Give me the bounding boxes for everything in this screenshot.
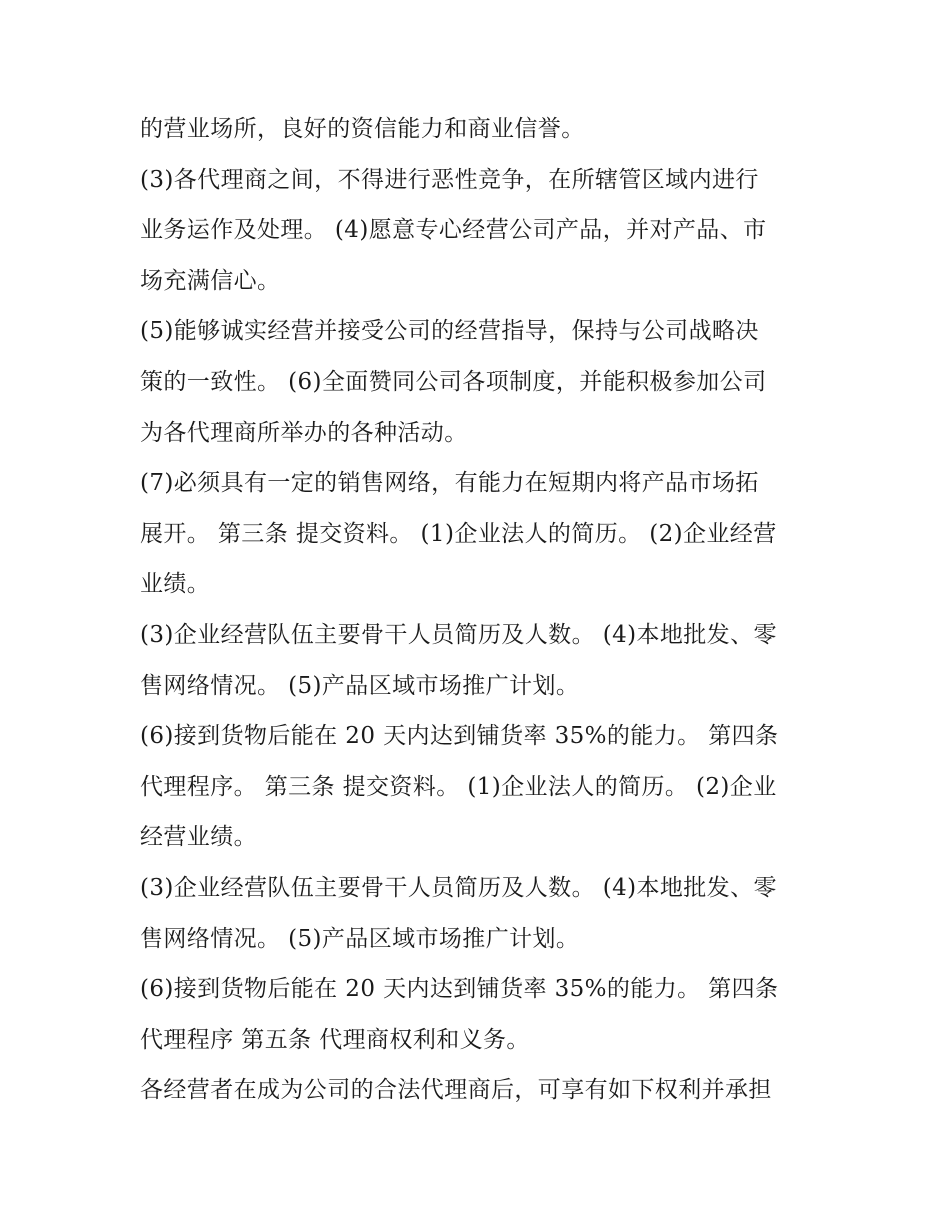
text-line: 场充满信心。 xyxy=(140,267,281,294)
text-line: 售网络情况。 (5)产品区域市场推广计划。 xyxy=(140,672,580,699)
text-line: 的营业场所，良好的资信能力和商业信誉。 xyxy=(140,116,585,142)
text-line: 经营业绩。 xyxy=(140,824,257,851)
text-line: (3)企业经营队伍主要骨干人员简历及人数。 (4)本地批发、零 xyxy=(140,874,777,901)
text-line: 各经营者在成为公司的合法代理商后，可享有如下权利并承担 xyxy=(140,1077,772,1104)
text-line: (3)企业经营队伍主要骨干人员简历及人数。 (4)本地批发、零 xyxy=(140,621,777,648)
text-line: 业绩。 xyxy=(140,571,211,598)
text-line: 为各代理商所举办的各种活动。 xyxy=(140,419,468,446)
text-line: 策的一致性。 (6)全面赞同公司各项制度，并能积极参加公司 xyxy=(140,368,767,395)
document-body-text xyxy=(140,104,830,1116)
text-line: 业务运作及处理。 (4)愿意专心经营公司产品，并对产品、市 xyxy=(140,217,767,244)
text-line: (3)各代理商之间，不得进行恶性竞争，在所辖管区域内进行 xyxy=(140,166,759,193)
text-line: 代理程序。 第三条 提交资料。 (1)企业法人的简历。 (2)企业 xyxy=(140,773,777,800)
text-line: 售网络情况。 (5)产品区域市场推广计划。 xyxy=(140,925,580,952)
text-line: (5)能够诚实经营并接受公司的经营指导，保持与公司战略决 xyxy=(140,318,759,345)
text-line: (6)接到货物后能在 20 天内达到铺货率 35%的能力。 第四条 xyxy=(140,723,779,750)
text-line: 展开。 第三条 提交资料。 (1)企业法人的简历。 (2)企业经营 xyxy=(140,520,777,547)
text-line: (6)接到货物后能在 20 天内达到铺货率 35%的能力。 第四条 xyxy=(140,976,779,1003)
text-line: (7)必须具有一定的销售网络，有能力在短期内将产品市场拓 xyxy=(140,470,759,497)
text-line: 代理程序 第五条 代理商权利和义务。 xyxy=(140,1026,530,1053)
